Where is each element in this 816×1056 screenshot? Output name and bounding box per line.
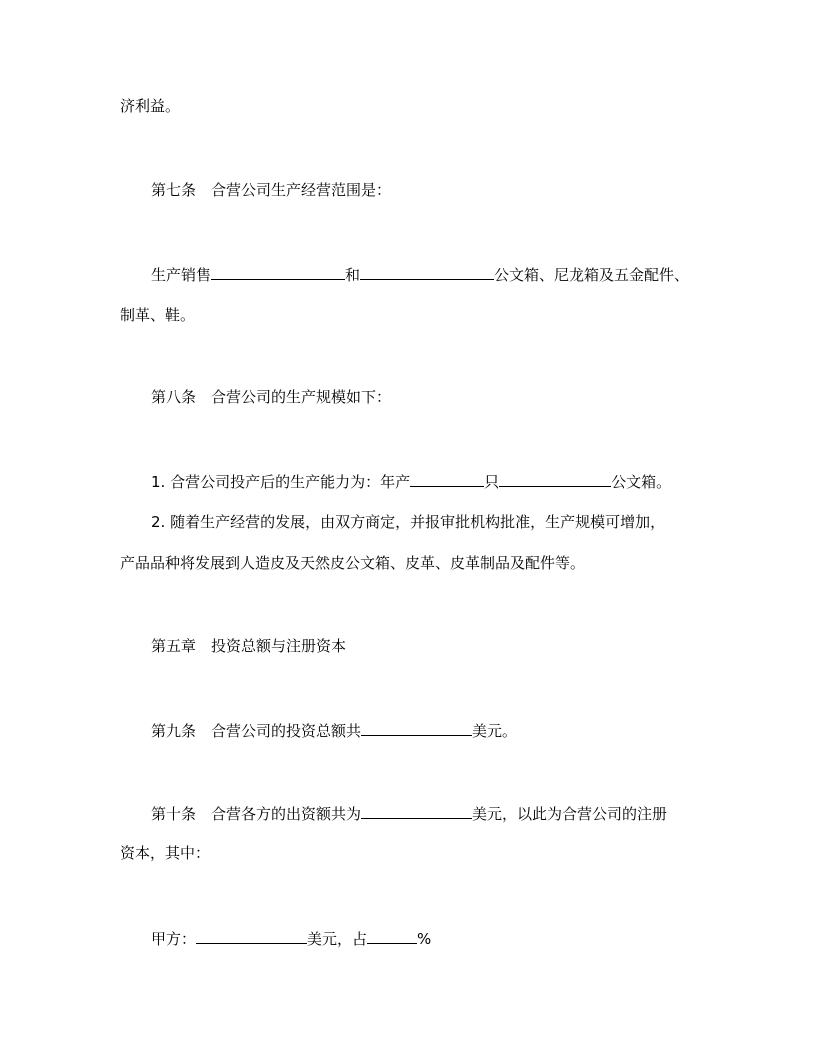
line-text: 济利益。	[120, 97, 181, 115]
line-text: 公文箱、尼龙箱及五金配件、	[494, 266, 690, 284]
line-text: 2. 随着生产经营的发展，由双方商定，并报审批机构批准，生产规模可增加，	[151, 513, 666, 531]
article-9-line	[151, 719, 517, 739]
article-10-line	[151, 802, 667, 822]
line-text: 资本，其中：	[120, 844, 211, 862]
line-text: 只	[484, 473, 500, 491]
line-text: %	[417, 930, 432, 948]
line-text: 1. 合营公司投产后的生产能力为：年产	[151, 473, 411, 491]
line-text: 第八条 合营公司的生产规模如下：	[151, 388, 392, 406]
blank-field	[196, 927, 307, 944]
line-text: 第十条 合营各方的出资额共为	[151, 805, 362, 823]
text-line-zhige	[120, 305, 195, 325]
blank-field	[361, 719, 472, 736]
blank-field	[361, 802, 472, 819]
blank-field	[367, 927, 417, 944]
chapter-5-heading	[151, 636, 346, 656]
blank-field	[360, 263, 494, 280]
blank-field	[211, 263, 345, 280]
blank-field	[410, 470, 484, 487]
line-text: 第七条 合营公司生产经营范围是：	[151, 181, 392, 199]
registered-capital-line	[120, 843, 210, 863]
production-scope-line	[151, 263, 689, 283]
party-a-contribution-line	[151, 927, 431, 947]
line-text: 美元。	[472, 722, 518, 740]
capacity-line	[151, 470, 671, 490]
article-8-heading	[151, 387, 391, 407]
line-text: 公文箱。	[611, 473, 672, 491]
line-text: 第五章 投资总额与注册资本	[151, 637, 347, 655]
scale-increase-line	[151, 512, 665, 532]
line-text: 制革、鞋。	[120, 306, 196, 324]
product-range-line	[120, 553, 585, 573]
line-text: 甲方：	[151, 930, 197, 948]
line-text: 第九条 合营公司的投资总额共	[151, 722, 362, 740]
line-text: 美元，以此为合营公司的注册	[472, 805, 668, 823]
line-text: 产品品种将发展到人造皮及天然皮公文箱、皮革、皮革制品及配件等。	[120, 554, 586, 572]
line-text: 生产销售	[151, 266, 212, 284]
text-line-jilyi	[120, 96, 180, 116]
article-7-heading	[151, 180, 391, 200]
blank-field	[499, 470, 611, 487]
line-text: 和	[345, 266, 361, 284]
line-text: 美元，占	[307, 930, 368, 948]
